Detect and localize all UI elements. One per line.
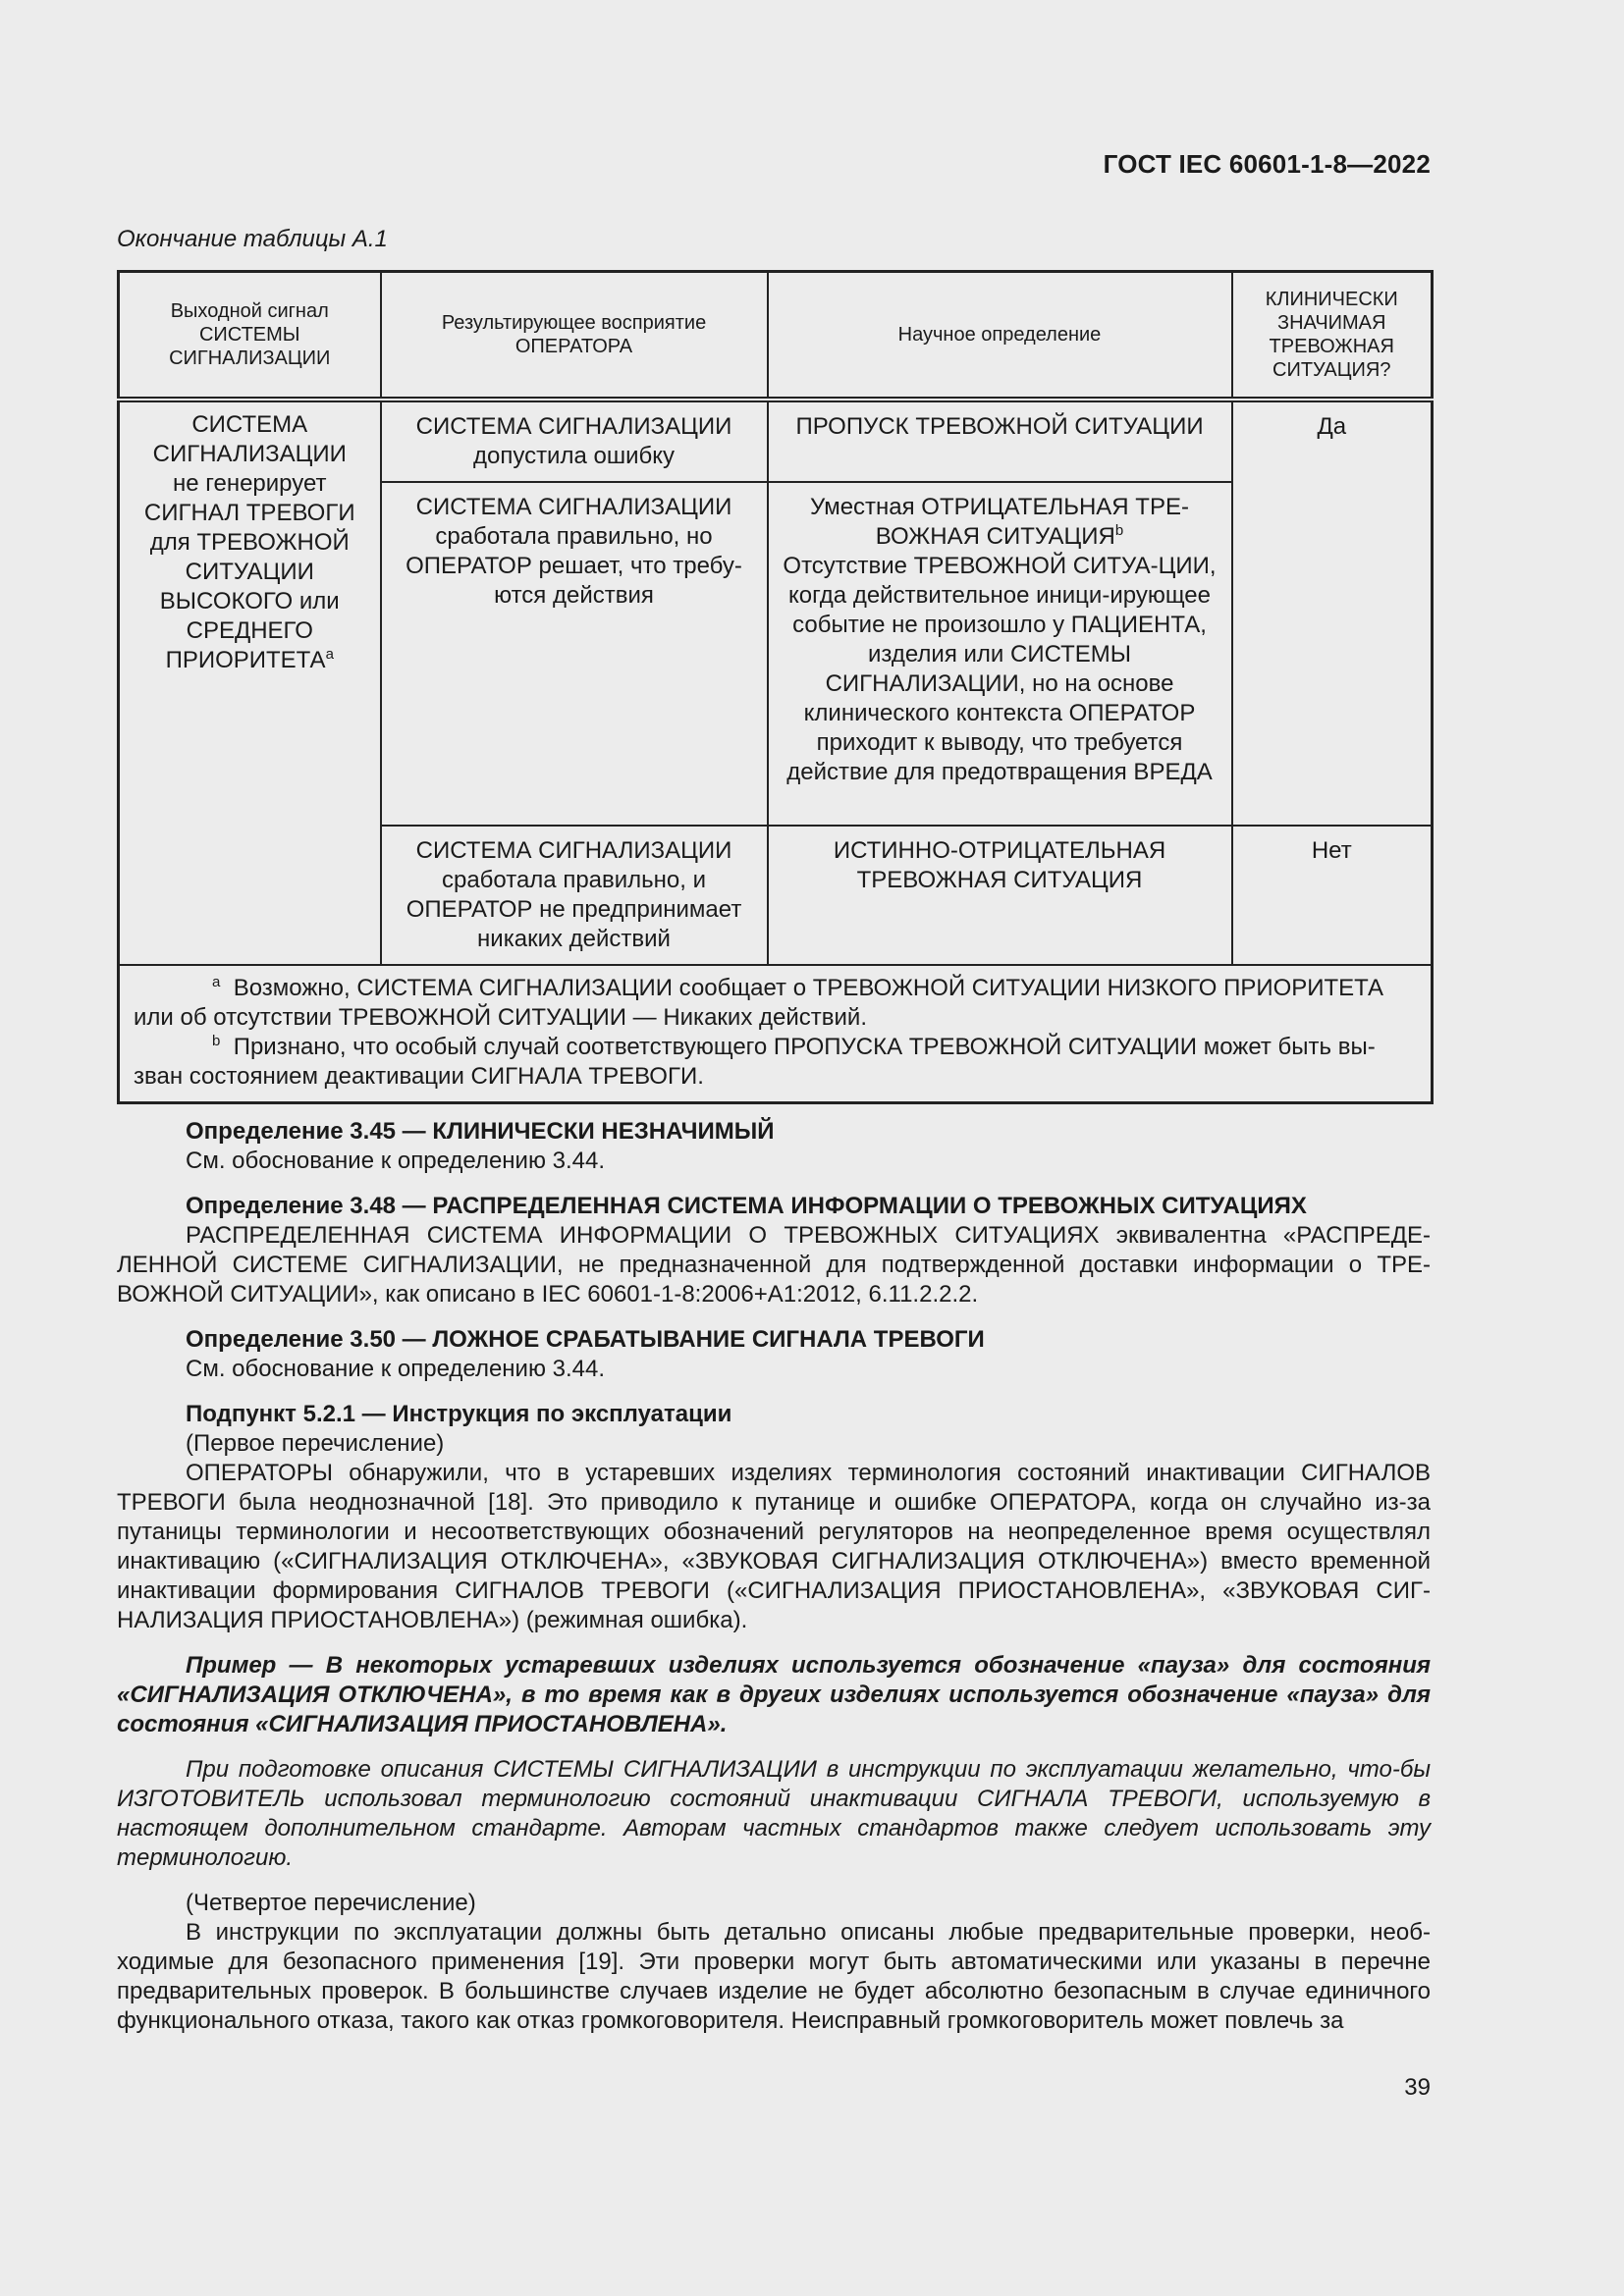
footnote-a: $^a$ Возможно, СИСТЕМА СИГНАЛИЗАЦИИ сообщает о ТРЕВОЖНОЙ СИТУАЦИИ НИЗКОГО ПРИОРИТЕТА или об отсутствии ТРЕВОЖНОЙ СИТУАЦИИ — Никаких действий. [134,974,1384,1031]
paragraph-checks: В инструкции по эксплуатации должны быть детально описаны любые предварительные проверки, необ-ходимые для безопасного применения [19]. Эти проверки могут быть автоматическими или указаны в перечне предварительных проверок. В большинстве случаев изделие не будет абсолютно безопасным в случае единичного функционального отказа, такого как отказ громкоговорителя. Неисправный громкоговоритель может повлечь за [117,1919,1431,2034]
table-header-row [119,272,1433,400]
table-caption: Окончание таблицы А.1 [117,226,388,252]
output-text: СИСТЕМА СИГНАЛИЗАЦИИ не генерирует СИГНАЛ ТРЕВОГИ для ТРЕВОЖНОЙ СИТУАЦИИ ВЫСОКОГО или СРЕДНЕГО ПРИОРИТЕТА [143,411,355,673]
definition-text: Отсутствие ТРЕВОЖНОЙ СИТУА-ЦИИ, когда действительное иници-ирующее событие не произошло у ПАЦИЕНТА, изделия или СИСТЕМЫ СИГНАЛИЗАЦИИ, но на основе клинического контекста ОПЕРАТОР приходит к выводу, что требуется действие для предотвращения ВРЕДА [783,553,1217,785]
table-notes-row [119,965,1433,1103]
def-350-title: Определение 3.50 — ЛОЖНОЕ СРАБАТЫВАНИЕ СИГНАЛА ТРЕВОГИ [186,1326,985,1353]
col-header-perception: Результирующее восприятие ОПЕРАТОРА [381,272,768,400]
col-header-significant: КЛИНИЧЕСКИ ЗНАЧИМАЯ ТРЕВОЖНАЯ СИТУАЦИЯ? [1232,272,1433,400]
definition-term: Уместная ОТРИЦАТЕЛЬНАЯ ТРЕ-ВОЖНАЯ СИТУАЦИЯ [810,494,1189,550]
output-cell [119,400,381,965]
significant-cell: Нет [1232,826,1433,965]
def-350-text: См. обоснование к определению 3.44. [186,1356,606,1382]
perception-cell: СИСТЕМА СИГНАЛИЗАЦИИ допустила ошибку [381,400,768,482]
definition-cell: ИСТИННО-ОТРИЦАТЕЛЬНАЯ ТРЕВОЖНАЯ СИТУАЦИЯ [768,826,1232,965]
footnote-mark: b [1114,522,1124,539]
italic-note-paragraph: При подготовке описания СИСТЕМЫ СИГНАЛИЗАЦИИ в инструкции по эксплуатации желательно, что-бы ИЗГОТОВИТЕЛЬ использовал терминологию состояний инактивации СИГНАЛА ТРЕВОГИ, используемую в настоящем дополнительном стандарте. Авторам частных стандартов также следует использовать эту терминологию. [117,1756,1431,1871]
example-paragraph: Пример — В некоторых устаревших изделиях используется обозначение «пауза» для состояния «СИГНАЛИЗАЦИЯ ОТКЛЮЧЕНА», в то время как в других изделиях используется обозначение «пауза» для состояния «СИГНАЛИЗАЦИЯ ПРИОСТАНОВЛЕНА». [117,1652,1431,1737]
definition-cell: ПРОПУСК ТРЕВОЖНОЙ СИТУАЦИИ [768,400,1232,482]
def-348-title: Определение 3.48 — РАСПРЕДЕЛЕННАЯ СИСТЕМА ИНФОРМАЦИИ О ТРЕВОЖНЫХ СИТУАЦИЯХ [186,1193,1307,1219]
subclause-521-title: Подпункт 5.2.1 — Инструкция по эксплуатации [186,1401,732,1427]
footnote-b: $^b$ Признано, что особый случай соответствующего ПРОПУСКА ТРЕВОЖНОЙ СИТУАЦИИ может быть вы-зван состоянием деактивации СИГНАЛА ТРЕВОГИ. [134,1033,1376,1090]
paragraph-operators: ОПЕРАТОРЫ обнаружили, что в устаревших изделиях терминология состояний инактивации СИГНАЛОВ ТРЕВОГИ была неоднозначной [18]. Это приводило к путанице и ошибке ОПЕРАТОРА, когда он случайно из-за путаницы терминологии и несоответствующих обозначений регуляторов на неопределенное время осуществлял инактивацию («СИГНАЛИЗАЦИЯ ОТКЛЮЧЕНА», «ЗВУКОВАЯ СИГНАЛИЗАЦИЯ ОТКЛЮЧЕНА») вместо временной инактивации формирования СИГНАЛОВ ТРЕВОГИ («СИГНАЛИЗАЦИЯ ПРИОСТАНОВЛЕНА», «ЗВУКОВАЯ СИГ-НАЛИЗАЦИЯ ПРИОСТАНОВЛЕНА») (режимная ошибка). [117,1460,1431,1633]
def-348-text: РАСПРЕДЕЛЕННАЯ СИСТЕМА ИНФОРМАЦИИ О ТРЕВОЖНЫХ СИТУАЦИЯХ эквивалентна «РАСПРЕДЕ-ЛЕННОЙ СИСТЕМЕ СИГНАЛИЗАЦИИ, не предназначенной для подтвержденной доставки информации о ТРЕ-ВОЖНОЙ СИТУАЦИИ», как описано в IEC 60601-1-8:2006+A1:2012, 6.11.2.2.2. [117,1222,1431,1308]
footnote-mark: a [325,646,334,663]
document-id: ГОСТ IEC 60601-1-8—2022 [1103,149,1431,179]
table-a1 [117,270,1434,1104]
fourth-enumeration: (Четвертое перечисление) [186,1890,476,1916]
perception-cell: СИСТЕМА СИГНАЛИЗАЦИИ сработала правильно, и ОПЕРАТОР не предпринимает никаких действий [381,826,768,965]
definition-cell [768,482,1232,826]
def-345-text: См. обоснование к определению 3.44. [186,1148,606,1174]
table-row [119,400,1433,482]
table-notes [119,965,1433,1103]
col-header-output: Выходной сигнал СИСТЕМЫ СИГНАЛИЗАЦИИ [119,272,381,400]
significant-cell: Да [1232,400,1433,826]
perception-cell: СИСТЕМА СИГНАЛИЗАЦИИ сработала правильно, но ОПЕРАТОР решает, что требу-ются действия [381,482,768,826]
col-header-definition: Научное определение [768,272,1232,400]
first-enumeration: (Первое перечисление) [186,1430,445,1457]
page-number: 39 [1404,2074,1431,2101]
body-text [117,1117,1431,2036]
def-345-title: Определение 3.45 — КЛИНИЧЕСКИ НЕЗНАЧИМЫЙ [186,1118,775,1145]
